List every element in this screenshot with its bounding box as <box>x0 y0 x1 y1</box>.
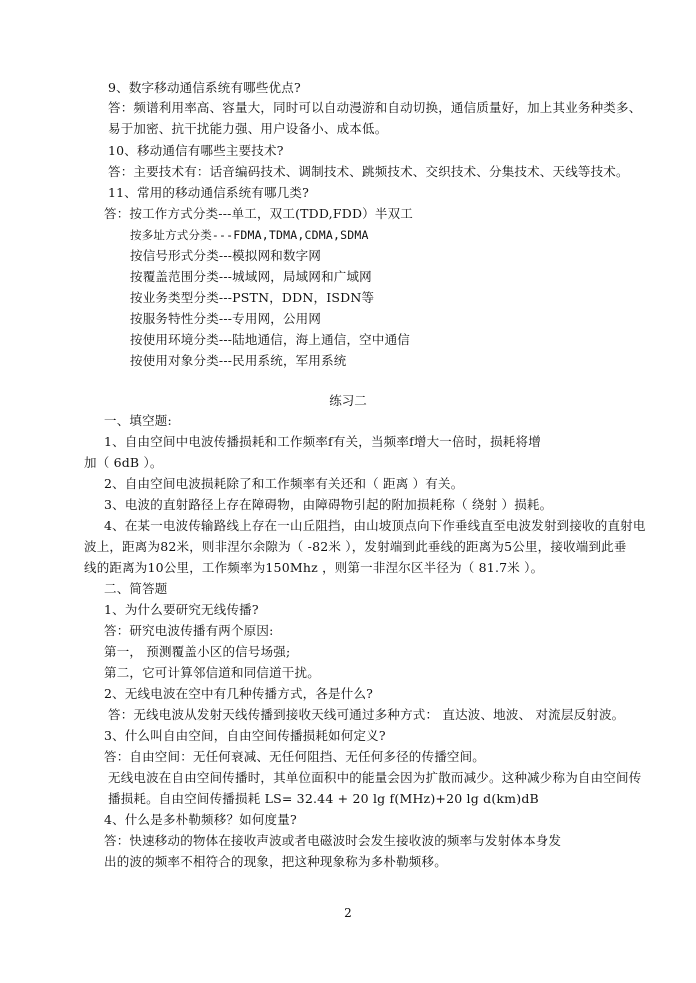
fill-in-4-line-2: 波上，距离为82米，则非涅尔余隙为（ -82米 ），发射端到此垂线的距离为5公里，接收端到此垂 <box>84 539 627 554</box>
fill-in-heading: 一、填空题: <box>104 413 172 428</box>
section-title: 练习二 <box>329 393 367 408</box>
answer-11-line-8: 按使用对象分类---民用系统，军用系统 <box>130 353 347 368</box>
answer-11-line-1: 答：按工作方式分类---单工，双工(TDD,FDD）半双工 <box>104 206 413 221</box>
answer-9-line-1: 答：频谱利用率高、容量大，同时可以自动漫游和自动切换，通信质量好，加上其业务种类多、 <box>108 100 642 115</box>
short-answer-1-line-1: 答：研究电波传播有两个原因: <box>104 623 274 638</box>
short-answer-3-line-2: 无线电波在自由空间传播时，其单位面积中的能量会因为扩散而减少。这种减少称为自由空间传 <box>108 770 642 785</box>
short-answer-1-line-3: 第二，它可计算邻信道和同信道干扰。 <box>104 665 320 680</box>
fill-in-4-line-3: 线的距离为10公里，工作频率为150Mhz ，则第一非涅尔区半径为（ 81.7米 ）。 <box>84 560 544 575</box>
fill-in-4-line-1: 4、在某一电波传输路线上存在一山丘阻挡，由山坡顶点向下作垂线直至电波发射到接收的直射电 <box>104 518 646 533</box>
fill-in-2: 2、自由空间电波损耗除了和工作频率有关还和（ 距离 ）有关。 <box>104 476 464 491</box>
short-answer-3-line-3: 播损耗。自由空间传播损耗 LS= 32.44 + 20 lg f(MHz)+20 lg d(km)dB <box>108 791 539 806</box>
answer-11-line-2: 按多址方式分类---FDMA,TDMA,CDMA,SDMA <box>130 228 369 242</box>
question-11: 11、常用的移动通信系统有哪几类? <box>108 185 310 200</box>
fill-in-1-line-1: 1、自由空间中电波传播损耗和工作频率f有关，当频率f增大一倍时，损耗将增 <box>104 434 541 449</box>
short-question-2: 2、无线电波在空中有几种传播方式，各是什么? <box>104 686 374 701</box>
question-10: 10、移动通信有哪些主要技术? <box>108 143 284 158</box>
answer-11-line-5: 按业务类型分类---PSTN，DDN，ISDN等 <box>130 290 375 305</box>
answer-10: 答：主要技术有：话音编码技术、调制技术、跳频技术、交织技术、分集技术、天线等技术。 <box>108 164 629 179</box>
page-number: 2 <box>344 906 352 920</box>
short-question-1: 1、为什么要研究无线传播? <box>104 602 259 617</box>
fill-in-3: 3、电波的直射路径上存在障碍物，由障碍物引起的附加损耗称（ 绕射 ）损耗。 <box>104 497 553 512</box>
fill-in-1-line-2: 加（ 6dB ）。 <box>84 455 163 470</box>
answer-11-line-4: 按覆盖范围分类---城域网，局域网和广域网 <box>130 269 372 284</box>
short-answer-2: 答：无线电波从发射天线传播到接收天线可通过多种方式： 直达波、地波、 对流层反射波。 <box>108 707 625 722</box>
short-question-4: 4、什么是多朴勒频移？如何度量? <box>104 812 297 827</box>
question-9: 9、数字移动通信系统有哪些优点? <box>108 80 301 95</box>
short-answer-heading: 二、简答题 <box>104 581 168 596</box>
short-question-3: 3、什么叫自由空间，自由空间传播损耗如何定义? <box>104 728 386 743</box>
short-answer-3-line-1: 答：自由空间：无任何衰减、无任何阻挡、无任何多径的传播空间。 <box>104 749 486 764</box>
answer-9-line-2: 易于加密、抗干扰能力强、用户设备小、成本低。 <box>108 121 388 136</box>
answer-11-line-7: 按使用环境分类---陆地通信，海上通信，空中通信 <box>130 332 410 347</box>
answer-11-line-3: 按信号形式分类---模拟网和数字网 <box>130 248 322 263</box>
short-answer-1-line-2: 第一， 预测覆盖小区的信号场强; <box>104 644 291 659</box>
answer-11-line-6: 按服务特性分类---专用网，公用网 <box>130 311 322 326</box>
short-answer-4-line-2: 出的波的频率不相符合的现象，把这种现象称为多朴勒频移。 <box>104 854 447 869</box>
short-answer-4-line-1: 答：快速移动的物体在接收声波或者电磁波时会发生接收波的频率与发射体本身发 <box>104 833 562 848</box>
